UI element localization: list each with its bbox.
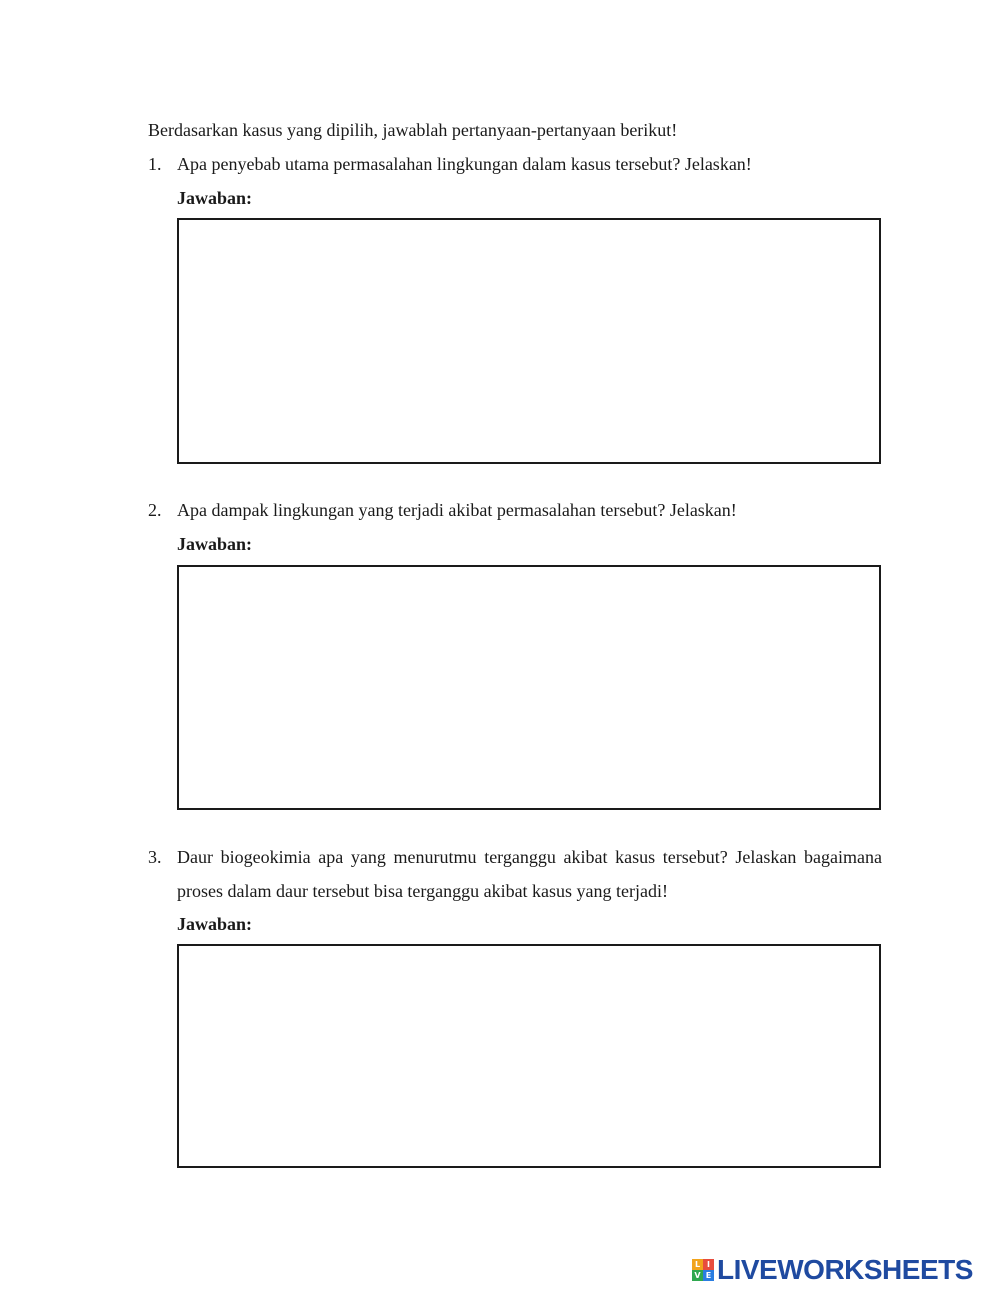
logo-icon-letter-v: V [692, 1270, 703, 1281]
question-2-answer-box[interactable] [177, 565, 881, 810]
logo-icon-letter-l: L [692, 1259, 703, 1270]
question-3-answer-box[interactable] [177, 944, 881, 1168]
question-2-number: 2. [148, 500, 162, 520]
liveworksheets-logo [692, 1256, 973, 1284]
question-1-answer-label: Jawaban: [177, 188, 253, 208]
question-3-text: Daur biogeokimia apa yang menurutmu terganggu akibat kasus tersebut? Jelaskan bagaimana proses dalam daur tersebut bisa terganggu akibat kasus yang terjadi! [177, 847, 882, 901]
question-2-answer-label: Jawaban: [177, 534, 253, 554]
question-1-number: 1. [148, 154, 162, 174]
question-1-answer-box[interactable] [177, 218, 881, 464]
question-3-number: 3. [148, 847, 162, 867]
live-logo-icon [692, 1259, 714, 1281]
question-2-text: Apa dampak lingkungan yang terjadi akibat permasalahan tersebut? Jelaskan! [177, 500, 737, 520]
question-1-text: Apa penyebab utama permasalahan lingkungan dalam kasus tersebut? Jelaskan! [177, 154, 752, 174]
logo-icon-letter-i: I [703, 1259, 714, 1270]
logo-text: LIVEWORKSHEETS [717, 1254, 973, 1285]
question-3-answer-label: Jawaban: [177, 914, 253, 934]
instructions-text: Berdasarkan kasus yang dipilih, jawablah pertanyaan-pertanyaan berikut! [148, 120, 678, 140]
logo-icon-letter-e: E [703, 1270, 714, 1281]
